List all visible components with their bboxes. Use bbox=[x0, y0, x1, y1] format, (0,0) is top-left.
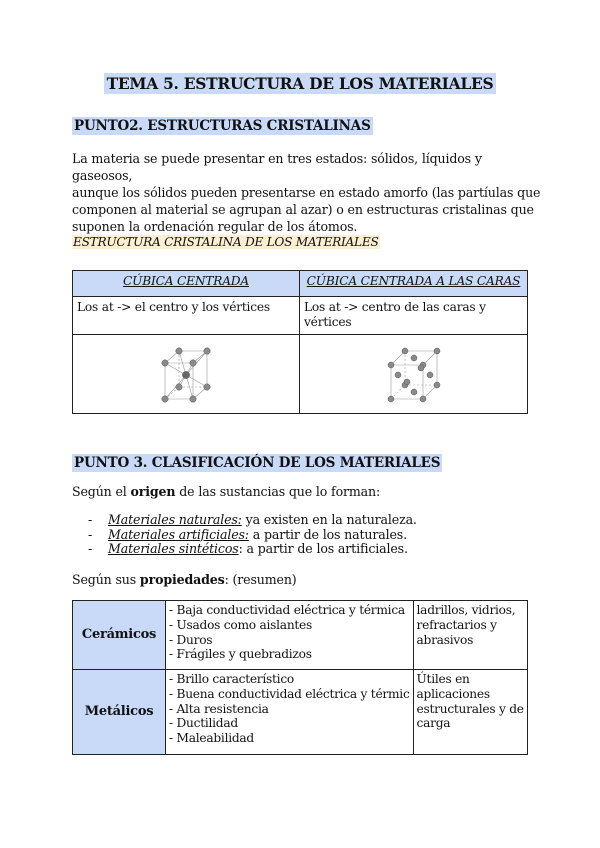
paragraph-line: suponen la ordenación regular de los átomos. bbox=[72, 219, 358, 234]
table-row bbox=[73, 670, 528, 755]
subheading-crystal: ESTRUCTURA CRISTALINA DE LOS MATERIALES bbox=[73, 235, 379, 249]
bcc-description: Los at -> el centro y los vértices bbox=[73, 297, 300, 335]
paragraph-line: componen al material se agrupan al azar) o en estructuras cristalinas que bbox=[72, 202, 534, 217]
bcc-diagram-cell bbox=[73, 335, 300, 414]
heading-punto3: PUNTO 3. CLASIFICACIÓN DE LOS MATERIALES bbox=[74, 455, 441, 471]
paragraph-line: aunque los sólidos pueden presentarse en estado amorfo (las partíulas que bbox=[72, 185, 541, 200]
fcc-lattice-diagram bbox=[379, 341, 449, 407]
origin-list bbox=[88, 513, 417, 557]
col-header-fcc: CÚBICA CENTRADA A LAS CARAS bbox=[300, 271, 528, 297]
fcc-diagram-cell bbox=[300, 335, 528, 414]
origin-intro: Según el origen de las sustancias que lo forman: bbox=[72, 484, 381, 499]
crystal-structure-table bbox=[72, 270, 528, 414]
uses-cell: Útiles en aplicaciones estructurales y de carga bbox=[413, 670, 527, 755]
category-metalicos: Metálicos bbox=[73, 670, 166, 755]
intro-paragraph bbox=[72, 150, 542, 235]
properties-cell: - Brillo característico - Buena conductividad eléctrica y térmic - Alta resistencia - Ductilidad - Maleabilidad bbox=[166, 670, 414, 755]
props-intro: Según sus propiedades: (resumen) bbox=[72, 572, 297, 587]
page-title: TEMA 5. ESTRUCTURA DE LOS MATERIALES bbox=[0, 74, 600, 93]
list-item: - Materiales naturales: ya existen en la naturaleza. bbox=[88, 512, 417, 527]
table-row bbox=[73, 601, 528, 670]
list-item: - Materiales artificiales: a partir de los naturales. bbox=[88, 526, 407, 542]
category-ceramicos: Cerámicos bbox=[73, 601, 166, 670]
list-item: - Materiales sintéticos: a partir de los artificiales. bbox=[88, 541, 408, 557]
bcc-lattice-diagram bbox=[151, 341, 221, 407]
paragraph-line: La materia se puede presentar en tres estados: sólidos, líquidos y gaseosos, bbox=[72, 151, 482, 183]
uses-cell: ladrillos, vidrios, refractarios y abrasivos bbox=[413, 601, 527, 670]
fcc-description: Los at -> centro de las caras y vértices bbox=[300, 297, 528, 335]
col-header-bcc: CÚBICA CENTRADA bbox=[73, 271, 300, 297]
properties-table bbox=[72, 600, 528, 755]
heading-punto2: PUNTO2. ESTRUCTURAS CRISTALINAS bbox=[74, 118, 371, 134]
properties-cell: - Baja conductividad eléctrica y térmica - Usados como aislantes - Duros - Frágiles y quebradizos bbox=[166, 601, 414, 670]
